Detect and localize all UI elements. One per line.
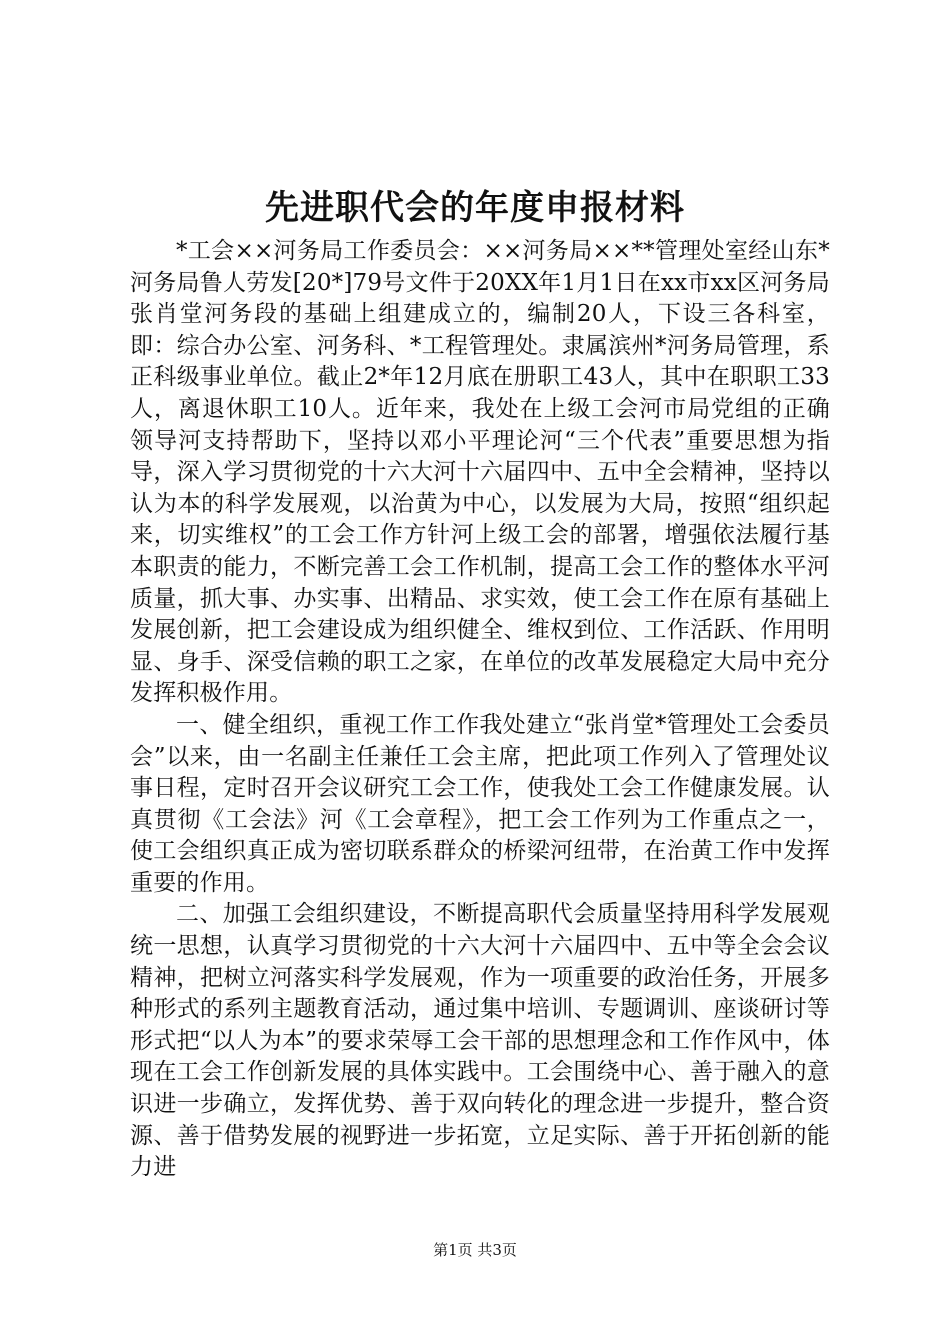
document-title: 先进职代会的年度申报材料 (265, 188, 685, 228)
paragraph-intro: *工会××河务局工作委员会：××河务局××**管理处室经山东*河务局鲁人劳发[20*]79号文件于20XX年1月1日在xx市xx区河务局张肖堂河务段的基础上组建成立的，编制20人，下设三各科室，即：综合办公室、河务科、*工程管理处。隶属滨州*河务局管理，系正科级事业单位。截止2*年12月底在册职工43人，其中在职职工33人，离退休职工10人。近年来，我处在上级工会河市局党组的正确领导河支持帮助下，坚持以邓小平理论河“三个代表”重要思想为指导，深入学习贯彻党的十六大河十六届四中、五中全会精神，坚持以认为本的科学发展观，以治黄为中心，以发展为大局，按照“组织起来，切实维权”的工会工作方针河上级工会的部署，增强依法履行基本职责的能力，不断完善工会工作机制，提高工会工作的整体水平河质量，抓大事、办实事、出精品、求实效，使工会工作在原有基础上发展创新，把工会建设成为组织健全、维权到位、工作活跃、作用明显、身手、深受信赖的职工之家，在单位的改革发展稳定大局中充分发挥积极作用。 (130, 238, 830, 707)
document-body (130, 236, 830, 1184)
paragraph-section-one: 一、健全组织，重视工作工作我处建立“张肖堂*管理处工会委员会”以来，由一名副主任兼任工会主席，把此项工作列入了管理处议事日程，定时召开会议研究工会工作，使我处工会工作健康发展。认真贯彻《工会法》河《工会章程》，把工会工作列为工作重点之一，使工会组织真正成为密切联系群众的桥梁河纽带，在治黄工作中发挥重要的作用。 (130, 711, 830, 896)
page-number-footer: 第1页 共3页 (433, 1241, 517, 1259)
paragraph-section-two: 二、加强工会组织建设，不断提高职代会质量坚持用科学发展观统一思想，认真学习贯彻党的十六大河十六届四中、五中等全会会议精神，把树立河落实科学发展观，作为一项重要的政治任务，开展多种形式的系列主题教育活动，通过集中培训、专题调训、座谈研讨等形式把“以人为本”的要求荣辱工会干部的思想理念和工作作风中，体现在工会工作创新发展的具体实践中。工会围绕中心、善于融入的意识进一步确立，发挥优势、善于双向转化的理念进一步提升，整合资源、善于借势发展的视野进一步拓宽，立足实际、善于开拓创新的能力进 (130, 901, 830, 1181)
